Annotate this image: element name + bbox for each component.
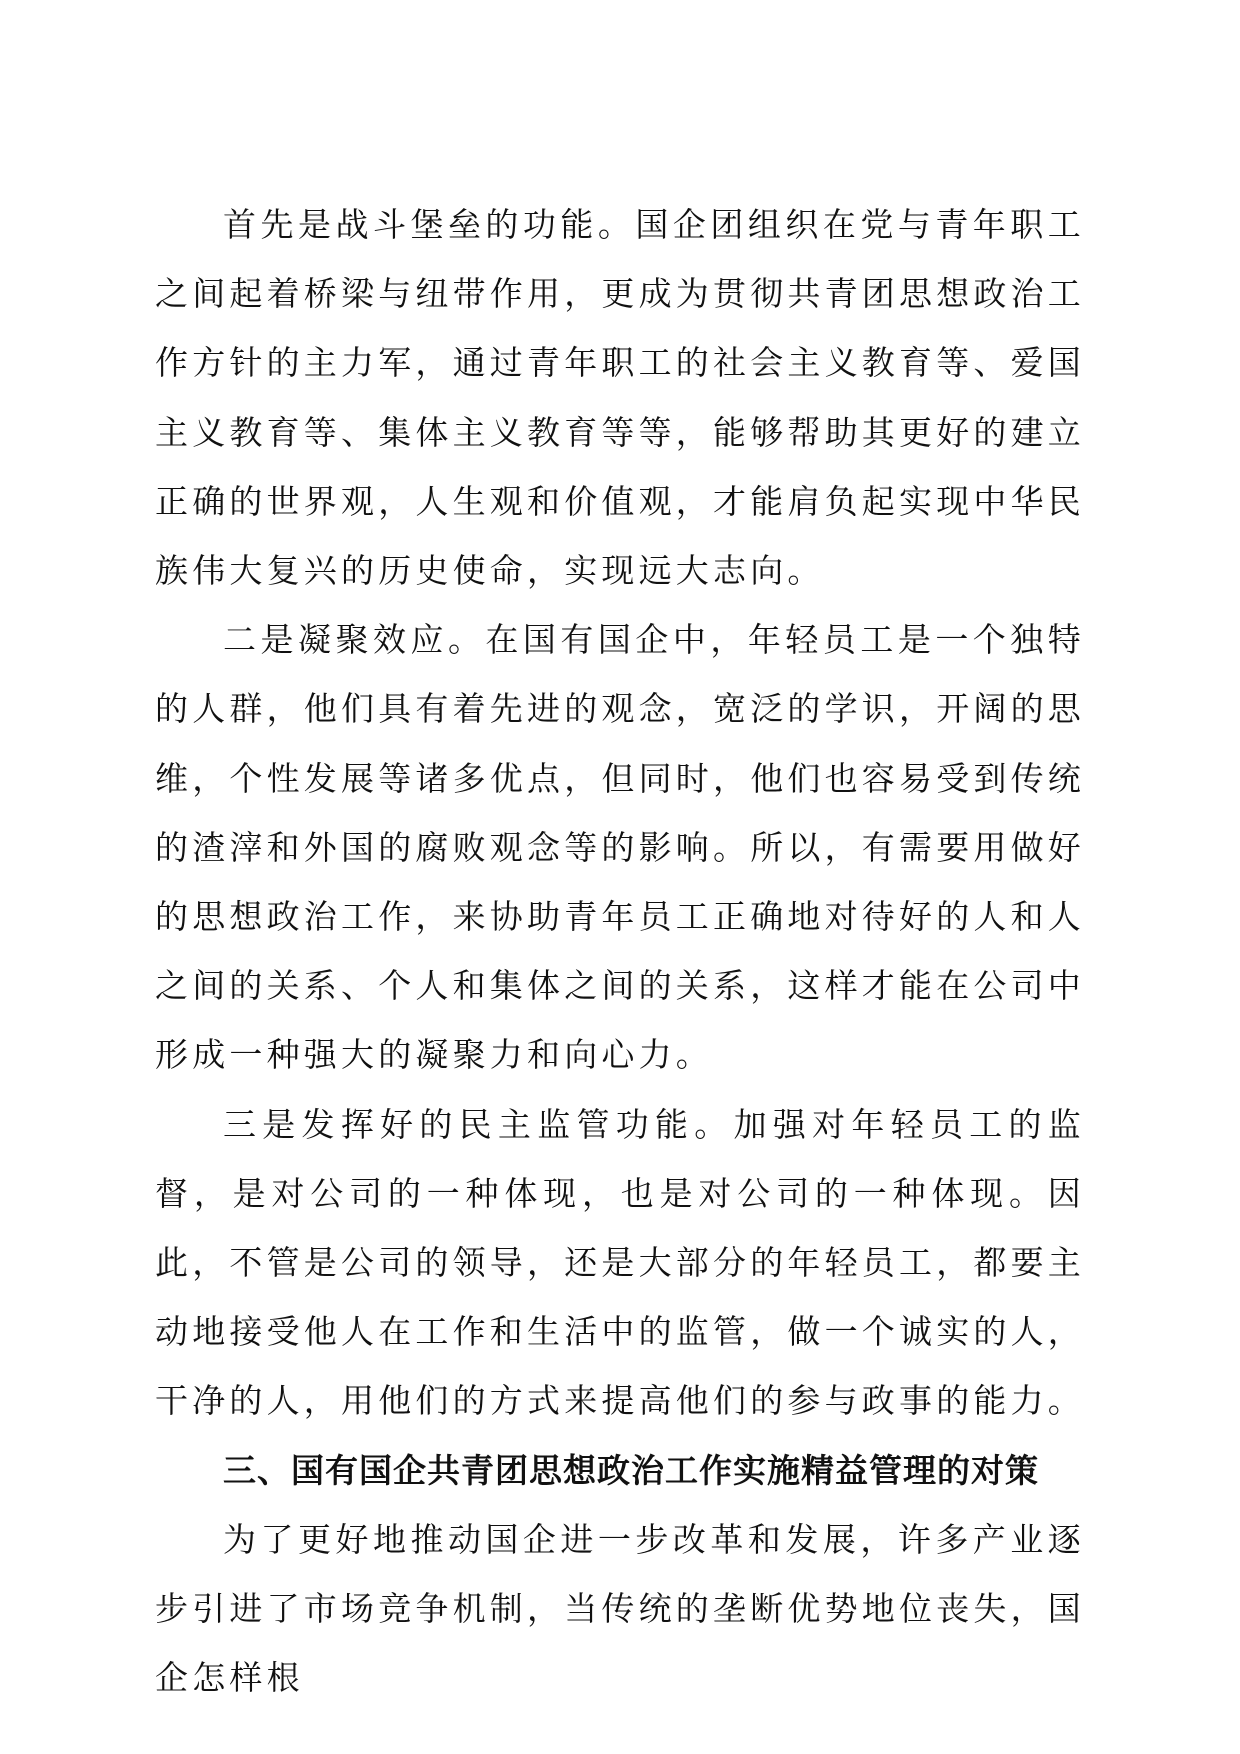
paragraph-democratic-supervision: 三是发挥好的民主监管功能。加强对年轻员工的监督，是对公司的一种体现，也是对公司的一种体现。因此，不管是公司的领导，还是大部分的年轻员工，都要主动地接受他人在工作和生活中的监管，做一个诚实的人，干净的人，用他们的方式来提高他们的参与政事的能力。 [155,1104,1085,1421]
paragraph-cohesion-effect: 二是凝聚效应。在国有国企中，年轻员工是一个独特的人群，他们具有着先进的观念，宽泛的学识，开阔的思维，个性发展等诸多优点，但同时，他们也容易受到传统的渣滓和外国的腐败观念等的影响。所以，有需要用做好的思想政治工作，来协助青年员工正确地对待好的人和人之间的关系、个人和集体之间的关系，这样才能在公司中形成一种强大的凝聚力和向心力。 [155,620,1085,1075]
paragraph-reform-intro: 为了更好地推动国企进一步改革和发展，许多产业逐步引进了市场竞争机制，当传统的垄断优势地位丧失，国企怎样根 [155,1519,1085,1698]
document-body [155,190,1085,1712]
paragraph-combat-fortress: 首先是战斗堡垒的功能。国企团组织在党与青年职工之间起着桥梁与纽带作用，更成为贯彻共青团思想政治工作方针的主力军，通过青年职工的社会主义教育等、爱国主义教育等、集体主义教育等等，能够帮助其更好的建立正确的世界观，人生观和价值观，才能肩负起实现中华民族伟大复兴的历史使命，实现远大志向。 [155,205,1085,591]
section-heading: 三、国有国企共青团思想政治工作实施精益管理的对策 [223,1450,1039,1490]
